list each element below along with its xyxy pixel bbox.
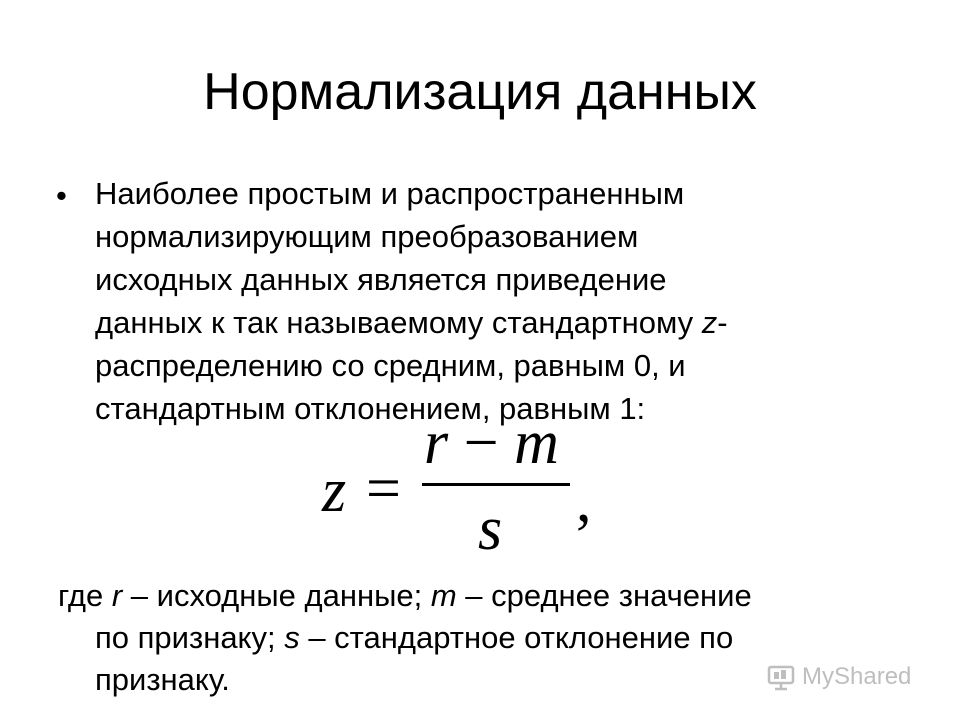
presentation-board-icon <box>766 663 796 691</box>
definition-text: – среднее значение <box>456 578 752 613</box>
formula-lhs-z: z <box>322 457 347 525</box>
watermark-text: MyShared <box>802 663 912 690</box>
variable-r: r <box>111 578 123 613</box>
variable-m: m <box>430 578 457 613</box>
formula-minus: − <box>463 409 499 477</box>
slide-title: Нормализация данных <box>203 63 757 121</box>
formula-denominator: s <box>478 495 503 563</box>
bullet-line-text: данных к так называемому стандартному <box>95 305 702 340</box>
variable-s: s <box>284 620 300 655</box>
bullet-line: распределению со средним, равным 0, и <box>95 348 686 383</box>
bullet-line: исходных данных является приведение <box>95 262 667 297</box>
definition-line <box>58 617 918 659</box>
bullet-paragraph <box>95 172 915 430</box>
bullet-line: нормализирующим преобразованием <box>95 219 639 254</box>
definition-text: – стандартное отклонение по <box>299 620 734 655</box>
variable-z: z <box>701 305 718 340</box>
formula-comma: , <box>576 467 592 535</box>
fraction-bar <box>422 483 570 486</box>
formula-numerator <box>424 410 559 476</box>
definition-line <box>58 575 918 617</box>
formula-equals: = <box>366 455 401 523</box>
formula-r: r <box>424 409 449 477</box>
watermark <box>766 660 911 694</box>
bullet-line: Наиболее простым и распространенным <box>95 176 685 211</box>
bullet-line <box>95 301 915 344</box>
definition-line: признаку. <box>95 662 230 697</box>
definition-text: по признаку; <box>95 620 285 655</box>
bullet-marker: • <box>56 178 67 213</box>
definition-text: где <box>58 578 112 613</box>
definition-text: – исходные данные; <box>122 578 431 613</box>
z-score-formula <box>318 410 618 570</box>
bullet-line: стандартным отклонением, равным 1: <box>95 391 646 426</box>
formula-m: m <box>514 409 559 477</box>
hyphen: - <box>717 305 728 340</box>
